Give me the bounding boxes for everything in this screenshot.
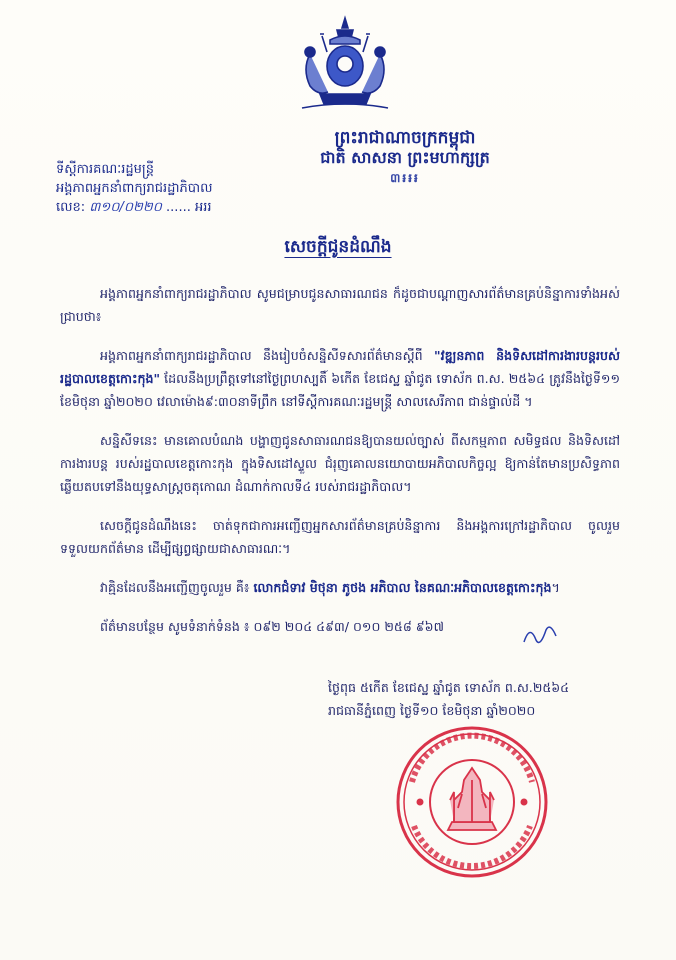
reference-suffix: ...... អររ — [166, 200, 212, 215]
handwritten-mark-icon — [520, 620, 560, 650]
sender-unit: អង្គភាពអ្នកនាំពាក្យរាជរដ្ឋាភិបាល — [56, 181, 213, 196]
paragraph-event-lead: អង្គភាពអ្នកនាំពាក្យរាជរដ្ឋាភិបាល នឹងរៀបចំសន្និសីទសារព័ត៌មានស្តីពី — [100, 348, 435, 363]
date-block — [328, 676, 628, 722]
paragraph-intro: អង្គភាពអ្នកនាំពាក្យរាជរដ្ឋាភិបាល សូមជម្រាបជូនសាធារណជន ក៏ដូចជាបណ្តាញសារព័ត៌មានគ្រប់និន្នាការទាំងអស់ជ្រាបថា៖ — [60, 286, 620, 324]
official-seal-icon — [392, 722, 552, 882]
header-ornament: ៣៛៛៛ — [390, 171, 420, 185]
kingdom-name: ព្រះរាជាណាចក្រកម្ពុជា — [334, 128, 476, 148]
lunar-date: ថ្ងៃពុធ ៥កើត ខែជេស្ឋ ឆ្នាំជូត ទោស័ក ព.ស.២៥៦៤ — [328, 680, 570, 695]
royal-coat-of-arms-icon — [290, 14, 400, 114]
national-motto: ជាតិ សាសនា ព្រះមហាក្សត្រ — [320, 148, 490, 167]
paragraph-event-details: ដែលនឹងប្រព្រឹត្តទៅនៅថ្ងៃព្រហស្បតិ៍ ៦កើត ខែជេស្ឋ ឆ្នាំជូត ទោស័ក ព.ស. ២៥៦៤ ត្រូវនឹងថ្ងៃទី១១ ខែមិថុនា ឆ្នាំ២០២០ វេលាម៉ោង៩:៣០នាទីព្រឹក នៅទីស្តីការគណៈរដ្ឋមន្ត្រី សាលសេរីភាព ជាន់ផ្ទាល់ដី ។ — [60, 371, 620, 409]
sender-block — [56, 160, 356, 217]
document-title: សេចក្តីជូនដំណឹង — [284, 237, 392, 257]
paragraph-contact: ព័ត៌មានបន្ថែម សូមទំនាក់ទំនង ៖ ០៩២ ២០៤ ៤៩៣/ ០១០ ២៥៨ ៩៦៧ — [100, 619, 444, 634]
speaker-end: ។ — [551, 580, 560, 595]
speaker-lead: វាគ្មិនដែលនឹងអញ្ជើញចូលរួម គឺ៖ — [100, 580, 254, 595]
paragraph-speaker — [60, 576, 620, 599]
paragraph-event — [60, 344, 620, 413]
reference-value: ៣១០/០២២០ — [89, 200, 162, 215]
sender-office: ទីស្តីការគណៈរដ្ឋមន្ត្រី — [56, 162, 154, 177]
solar-date: រាជធានីភ្នំពេញ ថ្ងៃទី១០ ខែមិថុនា ឆ្នាំ២០២០ — [328, 703, 536, 718]
speaker-name: លោកជំទាវ មិថុនា ភូថង អភិបាល នៃគណៈអភិបាលខេត្តកោះកុង — [253, 580, 552, 595]
document-body — [60, 282, 620, 654]
reference-number — [56, 198, 356, 217]
paragraph-purpose: សន្និសីទនេះ មានគោលបំណង បង្ហាញជូនសាធារណជនឱ្យបានយល់ច្បាស់ ពីសកម្មភាព សមិទ្ធផល និងទិសដៅការងារបន្ត របស់រដ្ឋបាលខេត្តកោះកុង ក្នុងទិសដៅស្ទួល ជំរុញគោលនយោបាយអភិបាលកិច្ចល្អ ឱ្យកាន់តែមានប្រសិទ្ធភាព ឆ្លើយតបទៅនឹងយុទ្ធសាស្ត្រចតុកោណ ដំណាក់កាលទី៤ របស់រាជរដ្ឋាភិបាល។ — [60, 433, 620, 494]
reference-prefix: លេខ: — [56, 200, 86, 215]
event-topic: "វឌ្ឍនភាព និងទិសដៅការងារបន្តរបស់រដ្ឋបាលខេត្តកោះកុង" — [60, 348, 620, 386]
paragraph-invitation: សេចក្តីជូនដំណឹងនេះ ចាត់ទុកជាការអញ្ជើញអ្នកសារព័ត៌មានគ្រប់និន្នាការ និងអង្គការក្រៅរដ្ឋាភិបាល ចូលរួមទទួលយកព័ត៌មាន ដើម្បីផ្សព្វផ្សាយជាសាធារណៈ។ — [60, 518, 620, 556]
